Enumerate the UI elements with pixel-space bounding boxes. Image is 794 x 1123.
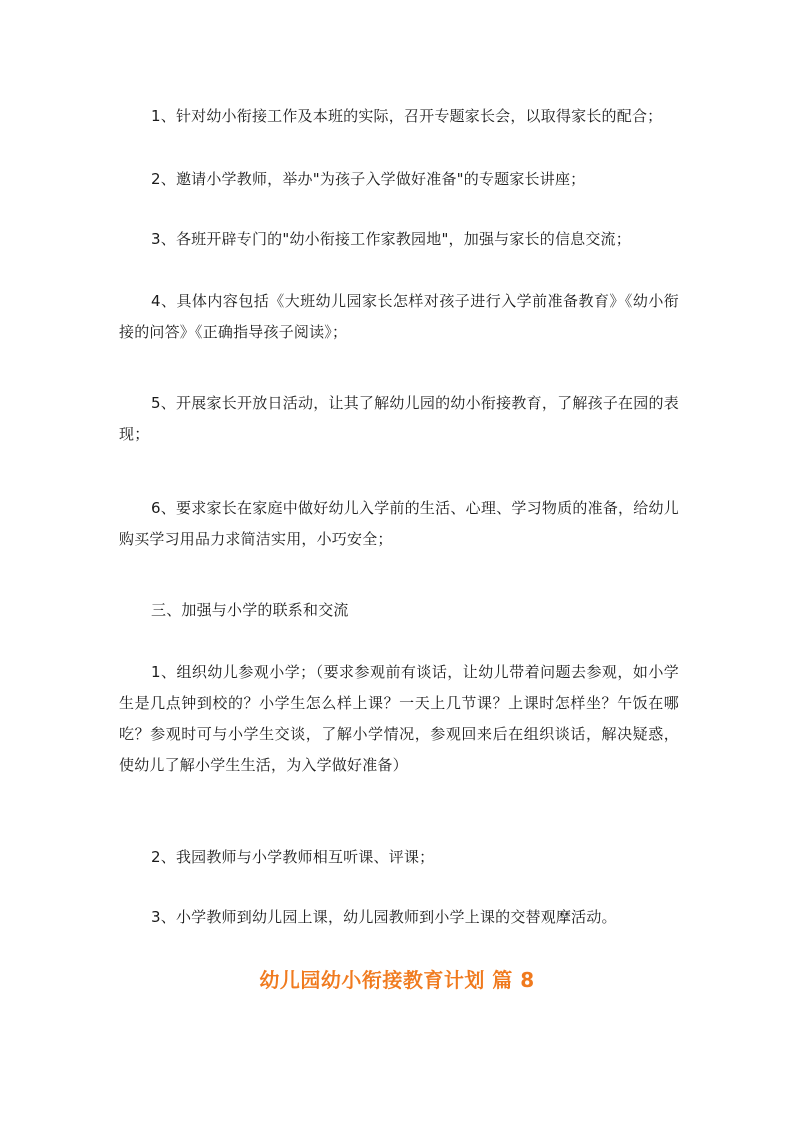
paragraph-9: 3、小学教师到幼儿园上课，幼儿园教师到小学上课的交替观摩活动。 [151, 908, 617, 926]
paragraph-2: 2、邀请小学教师，举办"为孩子入学做好准备"的专题家长讲座； [151, 170, 586, 188]
paragraph-7: 1、组织幼儿参观小学；（要求参观前有谈话，让幼儿带着问题去参观，如小学生是几点钟到校的？小学生怎么样上课？一天上几节课？上课时怎样坐？午饭在哪吃？参观时可与小学生交谈，了解小学情况，参观回来后在组织谈话，解决疑惑，使幼儿了解小学生生活，为入学做好准备） [119, 663, 679, 774]
paragraph-5: 5、开展家长开放日活动，让其了解幼儿园的幼小衔接教育，了解孩子在园的表现； [119, 394, 679, 443]
paragraph-6: 6、要求家长在家庭中做好幼儿入学前的生活、心理、学习物质的准备，给幼儿购买学习用品力求简洁实用，小巧安全； [119, 499, 679, 548]
section-subheading: 三、加强与小学的联系和交流 [151, 601, 349, 619]
paragraph-4: 4、具体内容包括《大班幼儿园家长怎样对孩子进行入学前准备教育》《幼小衔接的问答》《正确指导孩子阅读》； [119, 292, 679, 341]
paragraph-8: 2、我园教师与小学教师相互听课、评课； [151, 848, 435, 866]
section-heading: 幼儿园幼小衔接教育计划 篇 8 [259, 968, 535, 992]
paragraph-1: 1、针对幼小衔接工作及本班的实际，召开专题家长会，以取得家长的配合； [151, 107, 663, 125]
paragraph-3: 3、各班开辟专门的"幼小衔接工作家教园地"，加强与家长的信息交流； [151, 230, 631, 248]
